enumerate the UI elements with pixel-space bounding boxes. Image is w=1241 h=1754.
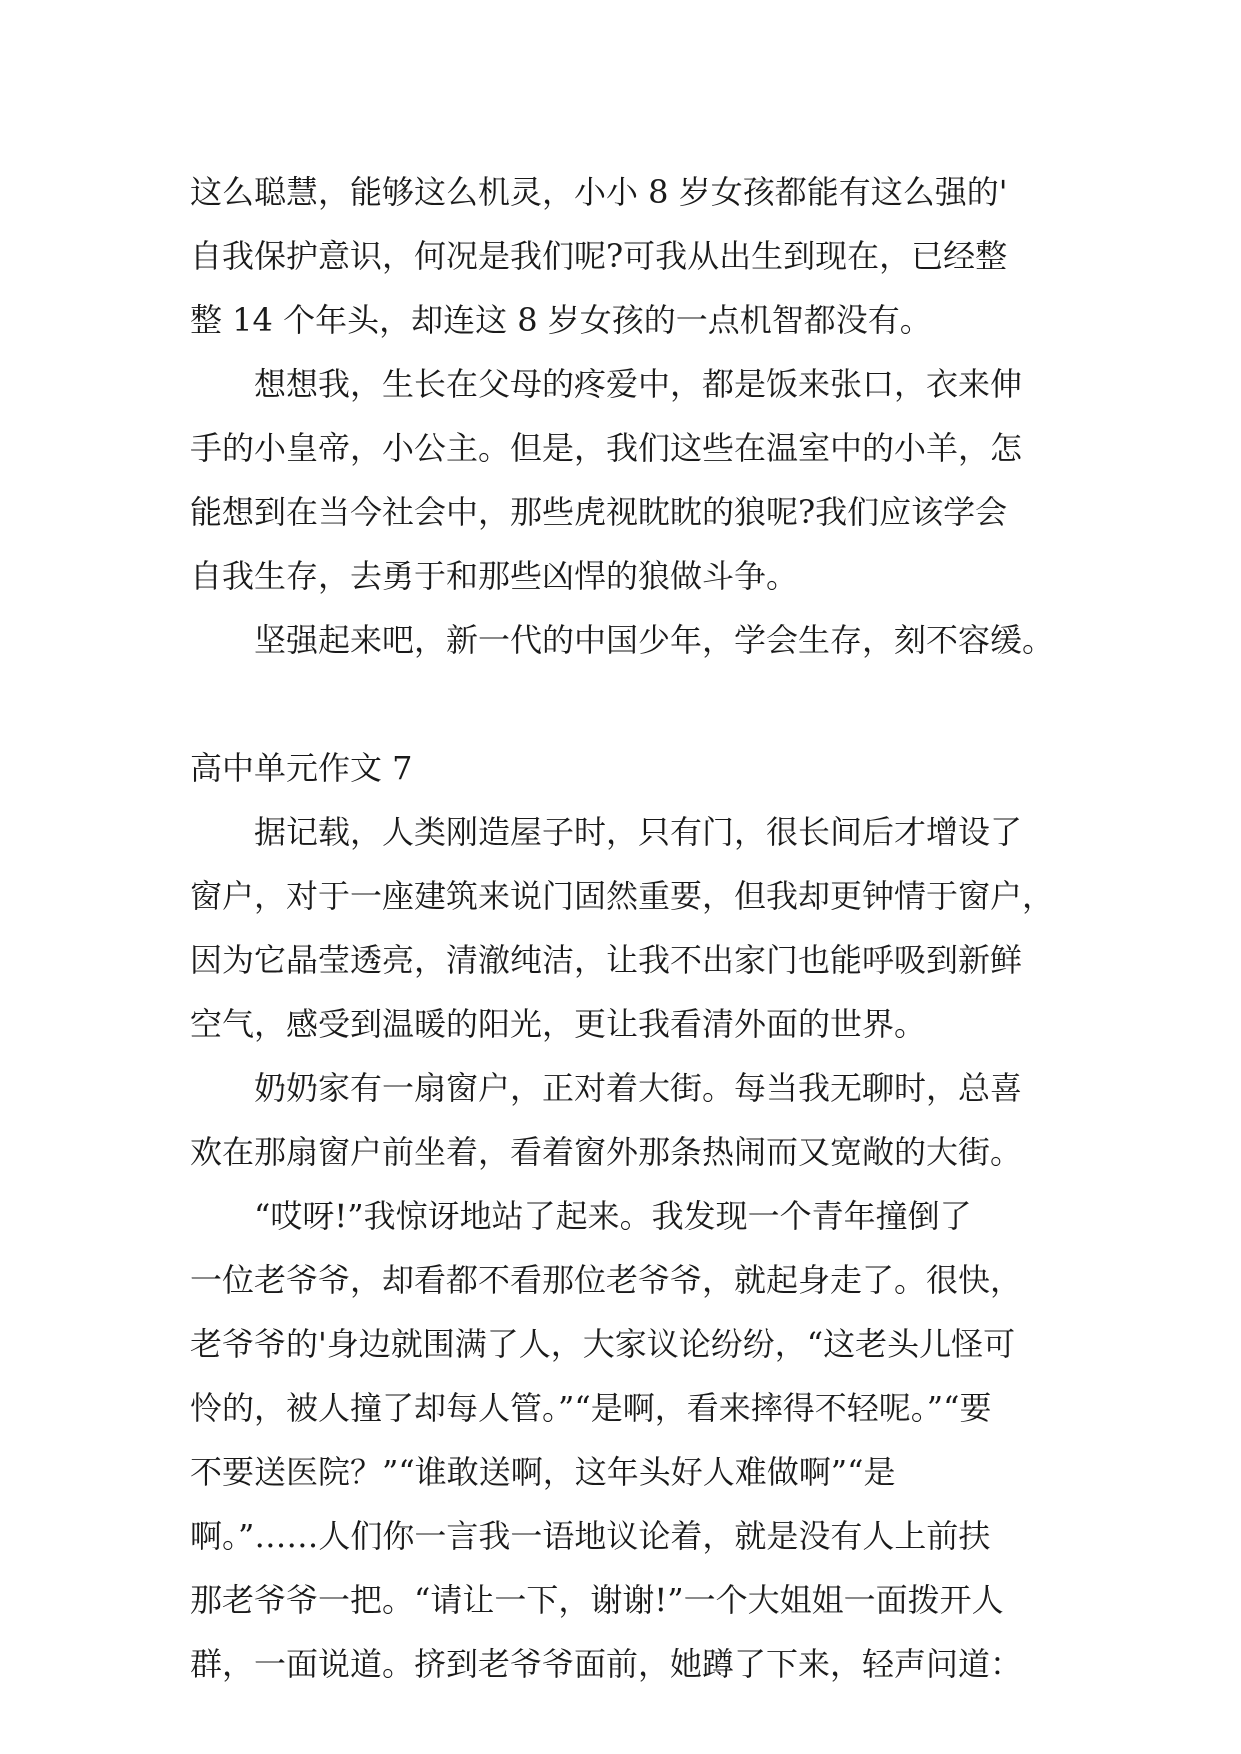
text-line: 这么聪慧，能够这么机灵，小小 8 岁女孩都能有这么强的' <box>190 173 1008 211</box>
text-line: 手的小皇帝，小公主。但是，我们这些在温室中的小羊，怎 <box>190 429 1023 467</box>
text-line: 坚强起来吧，新一代的中国少年，学会生存，刻不容缓。 <box>254 621 1055 659</box>
text-line: 整 14 个年头，却连这 8 岁女孩的一点机智都没有。 <box>190 301 932 339</box>
text-line: 能想到在当今社会中，那些虎视眈眈的狼呢?我们应该学会 <box>190 493 1008 531</box>
text-line: 因为它晶莹透亮，清澈纯洁，让我不出家门也能呼吸到新鲜 <box>190 941 1023 979</box>
section-title: 高中单元作文 7 <box>190 749 413 787</box>
text-line: 想想我，生长在父母的疼爱中，都是饭来张口，衣来伸 <box>254 365 1023 403</box>
text-line: 据记载，人类刚造屋子时，只有门，很长间后才增设了 <box>254 813 1023 851</box>
text-line: 自我生存，去勇于和那些凶悍的狼做斗争。 <box>190 557 799 595</box>
text-line: 欢在那扇窗户前坐着，看着窗外那条热闹而又宽敞的大街。 <box>190 1133 1023 1171</box>
paragraph-gap <box>190 672 1056 736</box>
document-body <box>190 160 1056 1696</box>
text-line: 啊。”……人们你一言我一语地议论着，就是没有人上前扶 <box>190 1517 991 1555</box>
text-line: 群，一面说道。挤到老爷爷面前，她蹲了下来，轻声问道： <box>190 1645 1023 1683</box>
text-line: 奶奶家有一扇窗户，正对着大街。每当我无聊时，总喜 <box>254 1069 1023 1107</box>
paragraph <box>190 1056 1056 1184</box>
paragraph <box>190 1184 1056 1696</box>
text-line: “哎呀!”我惊讶地站了起来。我发现一个青年撞倒了 <box>254 1197 972 1235</box>
paragraph <box>190 608 1056 672</box>
text-line: 怜的，被人撞了却每人管。”“是啊，看来摔得不轻呢。”“要 <box>190 1389 992 1427</box>
text-line: 老爷爷的'身边就围满了人，大家议论纷纷，“这老头儿怪可 <box>190 1325 1016 1363</box>
text-line: 窗户，对于一座建筑来说门固然重要，但我却更钟情于窗户， <box>190 877 1055 915</box>
text-line: 空气，感受到温暖的阳光，更让我看清外面的世界。 <box>190 1005 927 1043</box>
paragraph <box>190 352 1056 608</box>
paragraph <box>190 800 1056 1056</box>
paragraph <box>190 160 1056 352</box>
text-line: 那老爷爷一把。“请让一下，谢谢!”一个大姐姐一面拨开人 <box>190 1581 1004 1619</box>
text-line: 自我保护意识，何况是我们呢?可我从出生到现在，已经整 <box>190 237 1008 275</box>
text-line: 一位老爷爷，却看都不看那位老爷爷，就起身走了。很快， <box>190 1261 1023 1299</box>
text-line: 不要送医院？”“谁敢送啊，这年头好人难做啊”“是 <box>190 1453 896 1491</box>
